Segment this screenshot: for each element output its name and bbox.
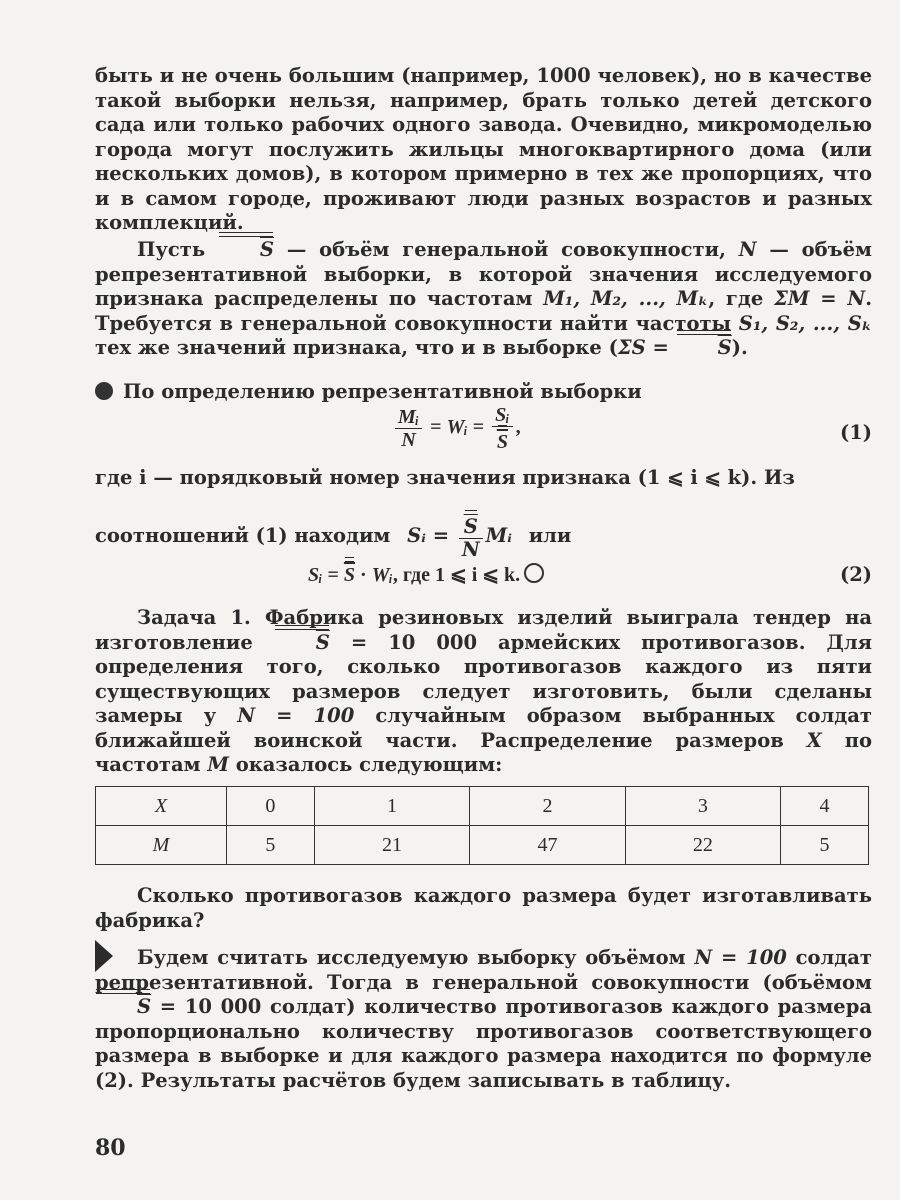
text-fragment: = 10 000 армейских противогазов. Для определения того, сколько противогазов каждого из пяти существующих размеров следует изготовить, были сделаны замеры у: [95, 630, 872, 727]
text-fragment: Фабрика резиновых изделий выиграла тендер на изготовление: [95, 606, 872, 654]
symbol-sum-M: ΣM = N: [774, 287, 866, 310]
row-label-X: X: [96, 787, 227, 826]
derivation-text: соотношений (1) находим: [95, 524, 391, 547]
table-cell: 5: [227, 826, 315, 865]
equation-number-1: (1): [839, 421, 872, 444]
text-fragment: — объём репрезентативной выборки, в которой значения исследуемого признака распределены по частотам: [95, 238, 872, 310]
text-fragment: оказалось следующим:: [228, 753, 503, 776]
fraction-Si-S: [492, 404, 513, 453]
symbol-S-double-bar: $\overline{S}$: [676, 336, 732, 361]
paragraph-intro: быть и не очень большим (например, 1000 человек), но в качестве такой выборки нельзя, например, брать только детей детского сада или только рабочих одного завода. Очевидно, микромоделью города могут послужить жильцы многоквартирного дома (или нескольких домов), в котором примерно в тех же пропорциях, что и в самом городе, проживают люди разных возрастов и разных комплекций.: [95, 64, 872, 234]
symbol-S-double-bar: $\overline{S}$: [95, 995, 151, 1020]
table-cell: 21: [314, 826, 469, 865]
symbol-N: N: [461, 538, 480, 561]
table-cell: 1: [314, 787, 469, 826]
text-fragment: солдат репрезентативной. Тогда в генеральной совокупности (объёмом: [95, 946, 872, 994]
symbol-S-double-bar: $\overline{S}$: [218, 238, 274, 263]
symbol-Mi: Mᵢ: [398, 406, 420, 428]
formula-2-condition: , где 1 ⩽ i ⩽ k.: [392, 564, 521, 586]
text-fragment: Пусть: [137, 238, 218, 261]
symbol-sum-S: ΣS =: [617, 336, 676, 359]
symbol-S-double-bar: $\overline{S}$: [343, 564, 356, 586]
formula-1: $\frac{\text{Mᵢ}}{N}$ = Wᵢ = $\frac{\text{Sᵢ}}{S}$ ,: [392, 404, 521, 453]
index-explanation: где i — порядковый номер значения признака (1 ⩽ i ⩽ k). Из: [95, 466, 795, 489]
derivation-line: соотношений (1) находим Sᵢ = $\frac{\overline{S}}{N}$ Mᵢ или: [95, 512, 571, 561]
symbol-S-list: S₁, S₂, ..., Sₖ: [738, 311, 872, 335]
equation-number-2: (2): [839, 563, 872, 586]
task-label: Задача 1.: [137, 606, 251, 629]
text-fragment: Будем считать исследуемую выборку объёмом: [137, 946, 695, 969]
table-row: [96, 826, 869, 865]
symbol-S-double-bar: S: [496, 431, 508, 453]
row-label-M: M: [96, 826, 227, 865]
text-fragment: , где: [708, 287, 775, 310]
bullet-text: По определению репрезентативной выборки: [123, 380, 642, 403]
symbol-M-list: M₁, M₂, ..., Mₖ: [543, 287, 709, 310]
text-fragment: . Требуется в генеральной совокупности найти частоты: [95, 287, 872, 335]
table-cell: 4: [781, 787, 869, 826]
symbol-S-double-bar: $\overline{S}$: [274, 631, 330, 656]
table-row: [96, 787, 869, 826]
symbol-N-100: N = 100: [237, 704, 355, 727]
table-cell: 47: [470, 826, 625, 865]
text-fragment: — объём генеральной совокупности,: [274, 238, 739, 261]
text-fragment: по частотам: [95, 728, 873, 776]
symbol-N: N: [738, 238, 757, 261]
formula-2: Sᵢ = $\overline{S}$ · Wᵢ, где 1 ⩽ i ⩽ k.: [308, 563, 544, 587]
task-1: [95, 606, 872, 778]
symbol-N: N: [401, 429, 416, 451]
symbol-M: M: [207, 753, 229, 776]
symbol-Si: Sᵢ: [495, 404, 510, 426]
paragraph-definition: [95, 238, 872, 361]
filled-circle-icon: [95, 382, 113, 400]
table-cell: 3: [625, 787, 780, 826]
text-fragment: = 10 000 солдат) количество противогазов каждого размера пропорционально количеству противогазов соответствующего размера в выборке и для каждого размера находится по формуле (2). Результаты расчётов будем записывать в таблицу.: [95, 995, 872, 1092]
task-question: Сколько противогазов каждого размера будет изготавливать фабрика?: [95, 884, 872, 932]
symbol-X: X: [806, 728, 822, 752]
text-fragment: тех же значений признака, что и в выборке (: [95, 336, 618, 359]
equals-sign: =: [430, 416, 442, 439]
fraction-S-N: [459, 512, 483, 561]
table-cell: 2: [470, 787, 625, 826]
table-cell: 22: [625, 826, 780, 865]
table-cell: 5: [781, 826, 869, 865]
fraction-Mi-N: [395, 406, 422, 451]
symbol-Wi: Wᵢ: [371, 564, 393, 586]
symbol-Mi: Mᵢ: [485, 524, 512, 547]
frequency-table: [95, 786, 869, 865]
text-fragment: случайным образом выбранных солдат ближайшей воинской части. Распределение размеров: [95, 704, 872, 752]
symbol-Si: Sᵢ: [308, 564, 323, 586]
symbol-S-double-bar: $\overline{S}$: [463, 515, 478, 538]
symbol-Si: Sᵢ: [407, 524, 426, 547]
solution-text: [95, 946, 872, 1093]
symbol-Wi: Wᵢ: [446, 416, 468, 439]
proof-start: [95, 380, 872, 404]
text-fragment: ).: [731, 336, 748, 359]
equals-sign: =: [472, 416, 485, 439]
or-text: или: [528, 524, 572, 547]
table-cell: 0: [227, 787, 315, 826]
open-circle-icon: [524, 563, 544, 583]
page-number: 80: [95, 1135, 126, 1161]
symbol-N-100: N = 100: [694, 946, 787, 969]
